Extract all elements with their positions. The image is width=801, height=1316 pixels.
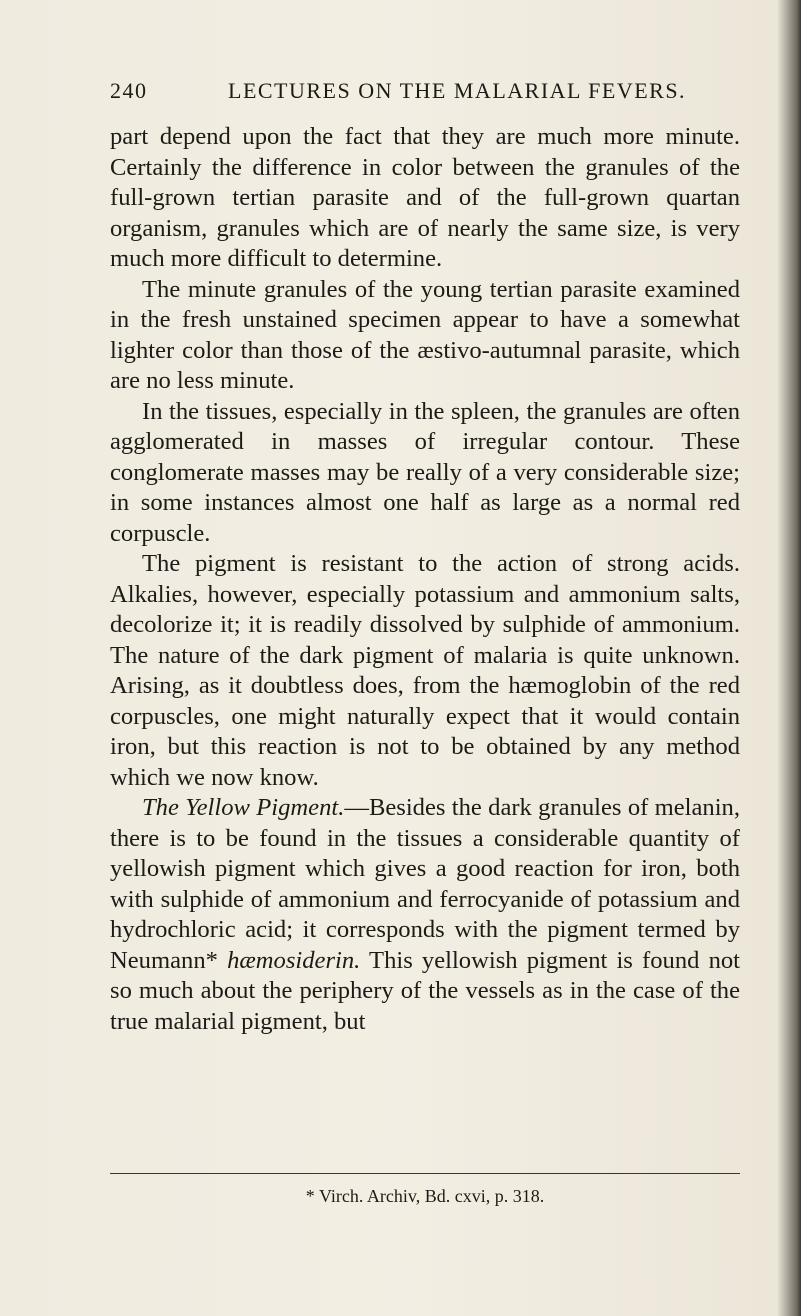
paragraph: In the tissues, especially in the spleen, the granules are often agglomerated in masses of irregular contour. These conglomerate masses may be really of a very considerable size; in some instances almost one half as large as a normal red corpuscle. (110, 397, 740, 547)
footnote: * Virch. Archiv, Bd. cxvi, p. 318. (305, 1186, 545, 1206)
running-title: LECTURES ON THE MALARIAL FEVERS. (228, 78, 687, 103)
page-number: 240 (110, 78, 148, 103)
paragraph (110, 793, 740, 1037)
page-header (110, 78, 750, 110)
paragraph: The minute granules of the young tertian parasite examined in the fresh unstained specimen appear to have a somewhat lighter color than those of the æstivo-autumnal parasite, which are no less minute. (110, 275, 740, 394)
term-haemosiderin: hæmosiderin. (227, 946, 361, 974)
paragraph-text: —Besides the dark granules of melanin, there is to be found in the tissues a considerable quantity of yellowish pigment which gives a good reaction for iron, both with sulphide of ammonium and ferrocyanide of potassium and hydrochloric acid; it corresponds with the pigment termed by Neumann* (110, 794, 741, 974)
paragraph: part depend upon the fact that they are much more minute. Certainly the difference in color between the granules of the full-grown tertian parasite and of the full-grown quartan organism, granules which are of nearly the same size, is very much more difficult to determine. (110, 123, 740, 272)
paragraph: The pigment is resistant to the action of strong acids. Alkalies, however, especially potassium and ammonium salts, decolorize it; it is readily dissolved by sulphide of ammonium. The nature of the dark pigment of malaria is quite unknown. Arising, as it doubtless does, from the hæmoglobin of the red corpuscles, one might naturally expect that it would contain iron, but this reaction is not to be obtained by any method which we now know. (110, 550, 740, 791)
section-heading: The Yellow Pigment. (142, 794, 345, 821)
footnote-divider (110, 1173, 740, 1174)
body-text (110, 122, 740, 1037)
paragraph-text: This yellowish pigment is found not so much about the periphery of the vessels as in the case of the true malarial pigment, but (110, 946, 740, 1035)
